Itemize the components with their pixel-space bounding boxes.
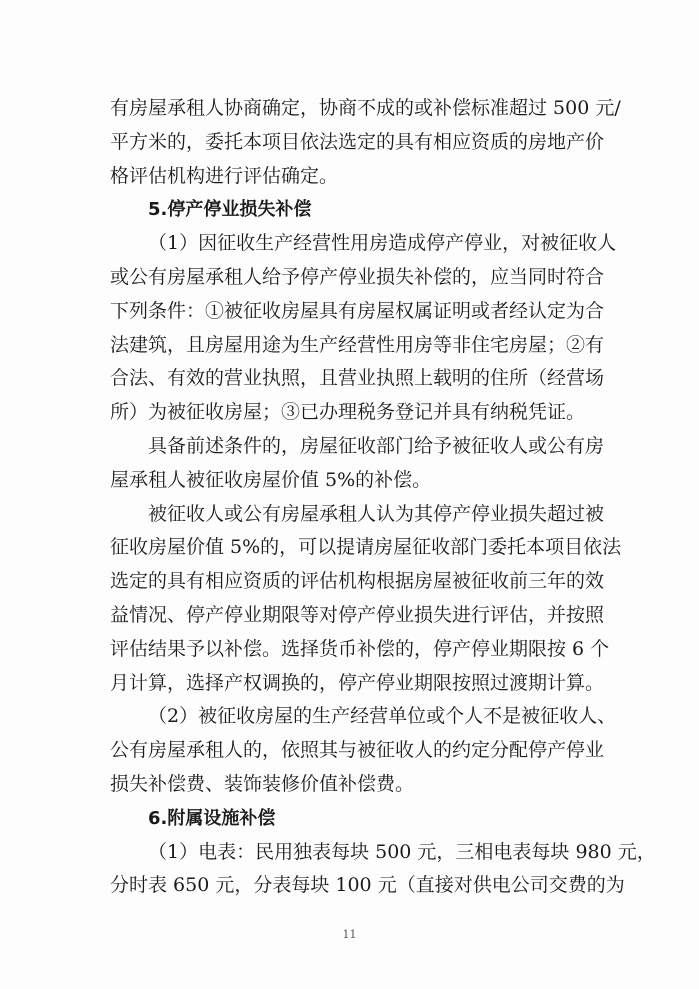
text-line: 益情况、停产停业期限等对停产停业损失进行评估，并按照 [110, 603, 605, 626]
text-line: （1）电表：民用独表每块 500 元，三相电表每块 980 元， [148, 840, 656, 863]
text-line: 分时表 650 元，分表每块 100 元（直接对供电公司交费的为 [110, 874, 625, 897]
text-line: 下列条件：①被征收房屋具有房屋权属证明或者经认定为合 [110, 299, 605, 322]
text-line: 合法、有效的营业执照，且营业执照上载明的住所（经营场 [110, 367, 605, 390]
text-line: （1）因征收生产经营性用房造成停产停业，对被征收人 [148, 232, 617, 255]
text-line: 或公有房屋承租人给予停产停业损失补偿的，应当同时符合 [110, 265, 605, 288]
body-text [110, 92, 656, 903]
section-heading: 6.附属设施补偿 [148, 807, 276, 829]
text-line: 公有房屋承租人的，依照其与被征收人的约定分配停产停业 [110, 739, 605, 762]
text-line: 具备前述条件的，房屋征收部门给予被征收人或公有房 [148, 434, 605, 457]
text-line: 屋承租人被征收房屋价值 5%的补偿。 [110, 468, 432, 491]
text-line: 格评估机构进行评估确定。 [110, 164, 339, 187]
text-line: 评估结果予以补偿。选择货币补偿的，停产停业期限按 6 个 [110, 637, 610, 660]
text-line: （2）被征收房屋的生产经营单位或个人不是被征收人、 [148, 705, 617, 728]
text-line: 被征收人或公有房屋承租人认为其停产停业损失超过被 [148, 502, 605, 525]
section-heading: 5.停产停业损失补偿 [148, 199, 312, 221]
text-line: 平方米的，委托本项目依法选定的具有相应资质的房地产价 [110, 130, 605, 153]
page-number: 11 [342, 928, 357, 941]
text-line: 所）为被征收房屋；③已办理税务登记并具有纳税凭证。 [110, 401, 586, 424]
text-line: 损失补偿费、装饰装修价值补偿费。 [110, 772, 415, 795]
text-line: 法建筑，且房屋用途为生产经营性用房等非住宅房屋；②有 [110, 333, 605, 356]
text-line: 月计算，选择产权调换的，停产停业期限按照过渡期计算。 [110, 671, 605, 694]
text-line: 征收房屋价值 5%的，可以提请房屋征收部门委托本项目依法 [110, 536, 622, 559]
text-line: 选定的具有相应资质的评估机构根据房屋被征收前三年的效 [110, 570, 605, 593]
text-line: 有房屋承租人协商确定，协商不成的或补偿标准超过 500 元/ [110, 97, 621, 119]
